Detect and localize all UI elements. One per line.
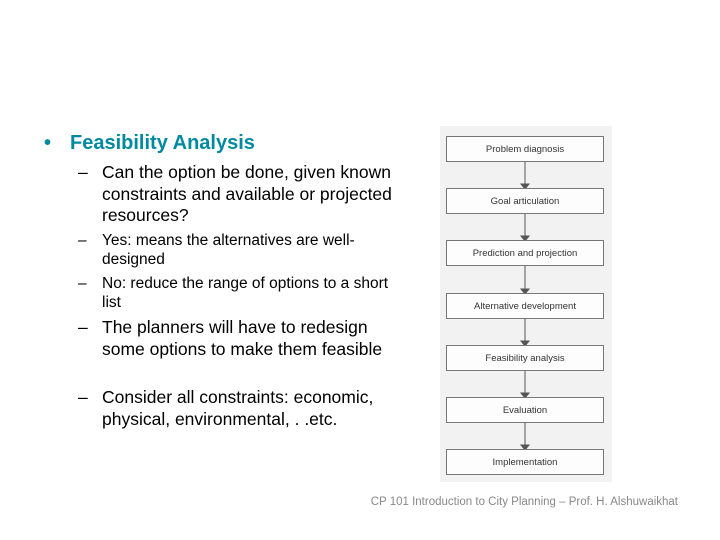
subpoint-text: The planners will have to redesign some options to make them feasible — [102, 317, 383, 359]
subpoint-text: Consider all constraints: economic, physical, environmental, . .etc. — [102, 387, 374, 429]
step-alternative-development: Alternative development — [446, 293, 604, 319]
step-evaluation: Evaluation — [446, 397, 604, 423]
subpoint-dash: – — [78, 275, 87, 292]
step-implementation: Implementation — [446, 449, 604, 475]
subpoint-dash: – — [78, 232, 87, 249]
subpoint-4 — [78, 317, 398, 360]
step-goal-articulation: Goal articulation — [446, 188, 604, 214]
subpoint-text: No: reduce the range of options to a short list — [102, 275, 389, 311]
subpoint-dash: – — [78, 317, 88, 337]
step-problem-diagnosis: Problem diagnosis — [446, 136, 604, 162]
subpoint-dash: – — [78, 387, 88, 407]
step-feasibility-analysis: Feasibility analysis — [446, 345, 604, 371]
heading-bullet: • — [44, 132, 52, 154]
subpoint-3 — [78, 274, 398, 312]
slide-footer: CP 101 Introduction to City Planning – Prof. H. Alshuwaikhat — [370, 496, 678, 508]
subpoint-text: Yes: means the alternatives are well-designed — [102, 232, 355, 268]
section-heading — [44, 132, 255, 155]
step-prediction-projection: Prediction and projection — [446, 240, 604, 266]
subpoint-dash: – — [78, 162, 88, 182]
subpoint-1 — [78, 162, 398, 227]
subpoint-5 — [78, 387, 398, 430]
subpoint-2 — [78, 231, 398, 269]
planning-process-diagram — [440, 126, 612, 482]
heading-text: Feasibility Analysis — [70, 132, 255, 154]
subpoint-text: Can the option be done, given known constraints and available or projected resources? — [102, 162, 392, 225]
